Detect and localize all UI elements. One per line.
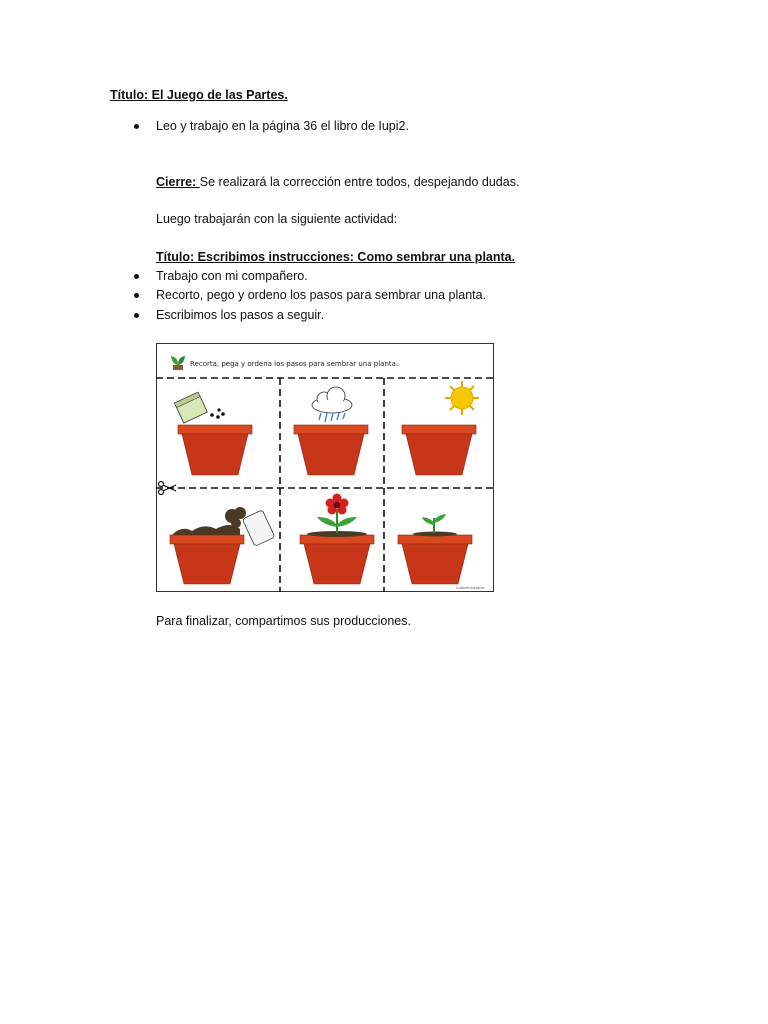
cierre-text: Se realizará la corrección entre todos, despejando dudas. [199, 175, 520, 189]
cierre-paragraph [156, 174, 519, 190]
cierre-label: Cierre: [156, 175, 200, 189]
bullet-item-page: Leo y trabajo en la página 36 el libro de Iupi2. [156, 119, 409, 133]
bullet-icon [134, 293, 139, 298]
plant-sequencing-worksheet [156, 343, 494, 592]
bullet-icon [134, 313, 139, 318]
worksheet-header: Recorta, pega y ordena los pasos para sembrar una planta. [190, 360, 399, 368]
list-item: Recorto, pego y ordeno los pasos para sembrar una planta. [156, 288, 487, 302]
bullet-icon [134, 274, 139, 279]
closing-paragraph: Para finalizar, compartimos sus producciones. [156, 614, 411, 628]
activity-title: Título: Escribimos instrucciones: Como sembrar una planta. [156, 250, 516, 264]
worksheet-credit: ColibriEducativo [456, 586, 485, 590]
luego-paragraph: Luego trabajarán con la siguiente actividad: [156, 212, 398, 226]
document-title: Título: El Juego de las Partes. [110, 88, 288, 102]
list-item: Escribimos los pasos a seguir. [156, 308, 325, 322]
sun-icon [445, 381, 479, 415]
bullet-icon [134, 124, 139, 129]
list-item: Trabajo con mi compañero. [156, 269, 308, 283]
